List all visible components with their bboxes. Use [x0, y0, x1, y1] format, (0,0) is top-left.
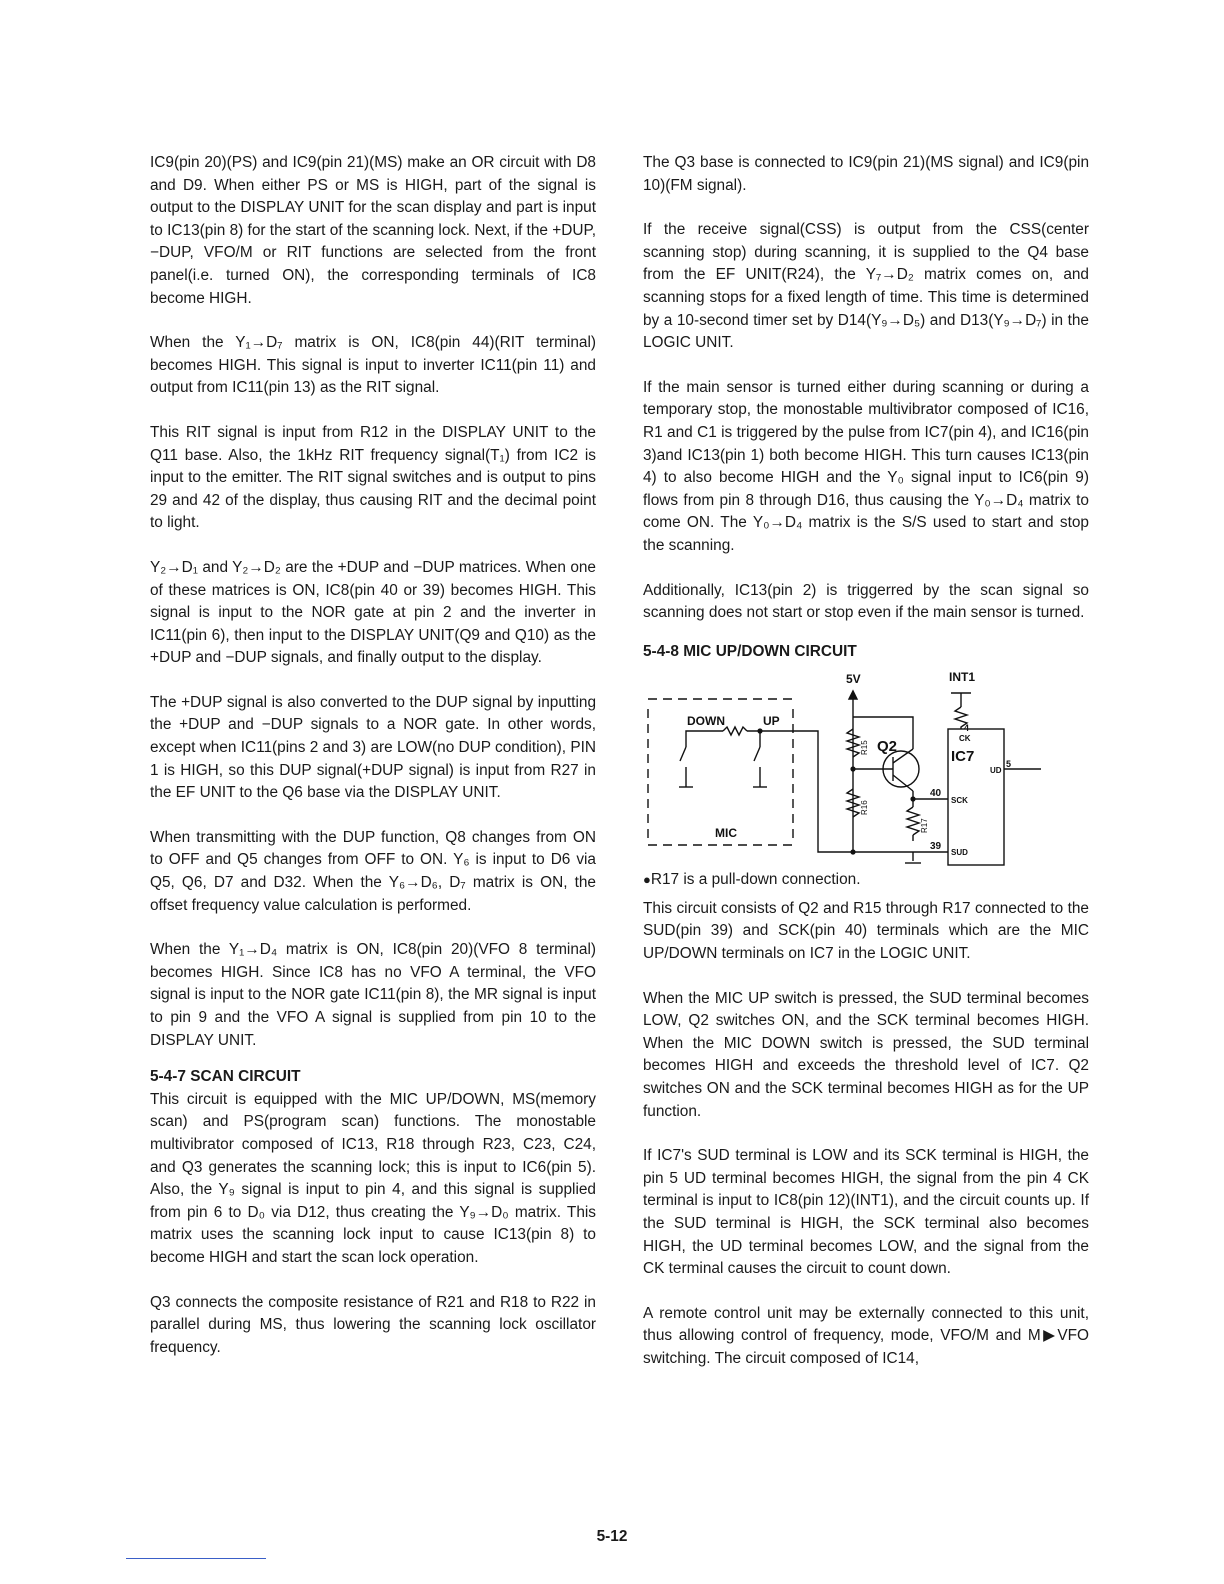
bullet-icon: ●	[643, 872, 651, 888]
label-ud: UD	[990, 766, 1002, 776]
scan-circuit-heading: 5-4-7 SCAN CIRCUIT	[150, 1068, 301, 1086]
label-r16: R16	[860, 800, 869, 816]
up-switch-blade	[754, 747, 760, 761]
mic-resistor	[723, 727, 747, 735]
wire-down	[686, 731, 723, 737]
left-column	[150, 152, 596, 1381]
wire-mic-line	[747, 731, 848, 852]
paragraph-ic7-sud: If IC7's SUD terminal is LOW and its SCK terminal is HIGH, the pin 5 UD terminal becomes HIGH, the signal from the pin 4 CK terminal is input to IC8(pin 12)(INT1), and the circuit counts up. If the SUD terminal is HIGH, the SCK terminal also becomes HIGH, the UD terminal becomes LOW, and the signal from the CK terminal causes the circuit to count down.	[643, 1147, 1089, 1278]
label-down: DOWN	[687, 714, 725, 729]
r17-resistor	[907, 807, 919, 835]
label-mic: MIC	[715, 826, 737, 841]
label-ic7: IC7	[951, 748, 975, 766]
label-up: UP	[763, 714, 780, 729]
q2-emitter	[893, 775, 913, 791]
paragraph-rit-signal: This RIT signal is input from R12 in the DISPLAY UNIT to the Q11 base. Also, the 1kHz RIT frequency signal(T₁) from IC2 is input to the emitter. The RIT signal switches and is output to pins 29 and 42 of the display, thus causing RIT and the decimal point to light.	[150, 423, 596, 532]
paragraph-scan-intro: This circuit is equipped with the MIC UP/DOWN, MS(memory scan) and PS(program scan) functions. The monostable multivibrator composed of IC13, R18 through R23, C23, C24, and Q3 generates the scanning lock; this is input to IC6(pin 5). Also, the Y₉ signal is input to pin 4, and this signal is supplied from pin 6 to D₀ via D12, thus creating the Y₉→D₀ matrix. This matrix uses the scanning lock input to cause IC13(pin 8) to become HIGH and start the scan lock operation.	[150, 1090, 596, 1266]
label-pin-4: 4	[964, 723, 970, 734]
paragraph-or-circuit: IC9(pin 20)(PS) and IC9(pin 21)(MS) make an OR circuit with D8 and D9. When either PS or MS is HIGH, part of the signal is output to the DISPLAY UNIT for the scan display and part is input to IC13(pin 8) for the start of the scanning lock. Next, if the +DUP, −DUP, VFO/M or RIT functions are selected from the front panel(i.e. turned ON), the corresponding terminals of IC8 become HIGH.	[150, 154, 596, 307]
paragraph-remote-control: A remote control unit may be externally connected to this unit, thus allowing control of frequency, mode, VFO/M and M▶VFO switching. The circuit composed of IC14,	[643, 1304, 1089, 1367]
paragraph-dup-signal: The +DUP signal is also converted to the DUP signal by inputting the +DUP and −DUP signals to a NOR gate. In other words, except when IC11(pins 2 and 3) are LOW(no DUP condition), PIN 1 is HIGH, so this DUP signal(+DUP signal) is input from R27 in the EF UNIT to the Q6 base via the DISPLAY UNIT.	[150, 693, 596, 802]
down-switch-blade	[680, 747, 686, 761]
label-r15: R15	[860, 740, 869, 756]
label-sck: SCK	[951, 796, 968, 806]
footer-rule	[126, 1558, 266, 1559]
mic-updown-schematic	[643, 669, 1089, 869]
diagram-note-text: R17 is a pull-down connection.	[650, 871, 861, 889]
junction-sud	[850, 850, 855, 855]
junction-sck	[910, 797, 915, 802]
junction-up	[757, 729, 762, 734]
paragraph-css-stop: If the receive signal(CSS) is output from the CSS(center scanning stop) during scanning, it is supplied to the Q4 base from the EF UNIT(R24), the Y₇→D₂ matrix comes on, and scanning stops for a fixed length of time. This time is determined by a 10-second timer set by D14(Y₉→D₅) and D13(Y₉→D₇) in the LOGIC UNIT.	[643, 221, 1089, 352]
label-pin-40: 40	[930, 788, 942, 800]
mic-circuit-heading: 5-4-8 MIC UP/DOWN CIRCUIT	[643, 642, 857, 660]
junction-base	[850, 767, 855, 772]
paragraph-mic-circuit: This circuit consists of Q2 and R15 through R17 connected to the SUD(pin 39) and SCK(pin 40) terminals which are the MIC UP/DOWN terminals on IC7 in the LOGIC UNIT.	[643, 899, 1089, 963]
label-q2: Q2	[877, 738, 898, 756]
paragraph-q3-base: The Q3 base is connected to IC9(pin 21)(MS signal) and IC9(pin 10)(FM signal).	[643, 154, 1089, 194]
label-sud: SUD	[951, 848, 968, 858]
paragraph-rit-matrix: When the Y₁→D₇ matrix is ON, IC8(pin 44)(RIT terminal) becomes HIGH. This signal is input to inverter IC11(pin 11) and output from IC11(pin 13) as the RIT signal.	[150, 334, 596, 397]
paragraph-vfo-matrix: When the Y₁→D₄ matrix is ON, IC8(pin 20)(VFO 8 terminal) becomes HIGH. Since IC8 has no VFO A terminal, the VFO signal is input to the NOR gate IC11(pin 8), the MR signal is input to pin 9 and the VFO A signal is supplied from pin 10 to the DISPLAY UNIT.	[150, 941, 596, 1049]
label-5v: 5V	[846, 672, 861, 687]
label-pin-5: 5	[1006, 759, 1012, 770]
label-r17: R17	[920, 818, 929, 834]
paragraph-dup-matrices: Y₂→D₁ and Y₂→D₂ are the +DUP and −DUP matrices. When one of these matrices is ON, IC8(pin 40 or 39) becomes HIGH. This signal is input to the NOR gate at pin 2 and the inverter in IC11(pin 6), then input to the DISPLAY UNIT(Q9 and Q10) as the +DUP and −DUP signals, and finally output to the display.	[150, 558, 596, 667]
page-number: 5-12	[596, 1528, 628, 1545]
paragraph-main-sensor: If the main sensor is turned either during scanning or during a temporary stop, the monostable multivibrator composed of IC16, R1 and C1 is triggered by the pulse from IC7(pin 4), and IC16(pin 3)and IC13(pin 1) both become HIGH. This turn causes IC13(pin 4) to also become HIGH and the Y₀ signal input to IC6(pin 9) flows from pin 8 through D16, thus causing the Y₀→D₄ matrix to come ON. The Y₀→D₄ matrix is the S/S used to start and stop the scanning.	[643, 378, 1089, 554]
vcc-arrow-head	[849, 691, 857, 699]
paragraph-ic13-trigger: Additionally, IC13(pin 2) is triggerred by the scan signal so scanning does not start or stop even if the main sensor is turned.	[643, 581, 1089, 622]
paragraph-scan-q3: Q3 connects the composite resistance of R21 and R18 to R22 in parallel during MS, thus lowering the scanning lock oscillator frequency.	[150, 1293, 596, 1356]
diagram-note	[643, 869, 1089, 892]
right-column	[643, 152, 1089, 1393]
paragraph-mic-up: When the MIC UP switch is pressed, the SUD terminal becomes LOW, Q2 switches ON, and the SCK terminal becomes HIGH. When the MIC DOWN switch is pressed, the SUD terminal becomes HIGH and exceeds the threshold level of IC7. Q2 switches ON and the SCK terminal becomes HIGH as for the UP function.	[643, 989, 1089, 1120]
paragraph-dup-transmit: When transmitting with the DUP function, Q8 changes from ON to OFF and Q5 changes from OFF to ON. Y₆ is input to D6 via Q5, Q6, D7 and D32. When the Y₆→D₆, D₇ matrix is ON, the offset frequency value calculation is performed.	[150, 828, 596, 914]
label-ck: CK	[959, 734, 971, 744]
label-int1: INT1	[949, 670, 976, 685]
label-pin-39: 39	[930, 841, 942, 853]
